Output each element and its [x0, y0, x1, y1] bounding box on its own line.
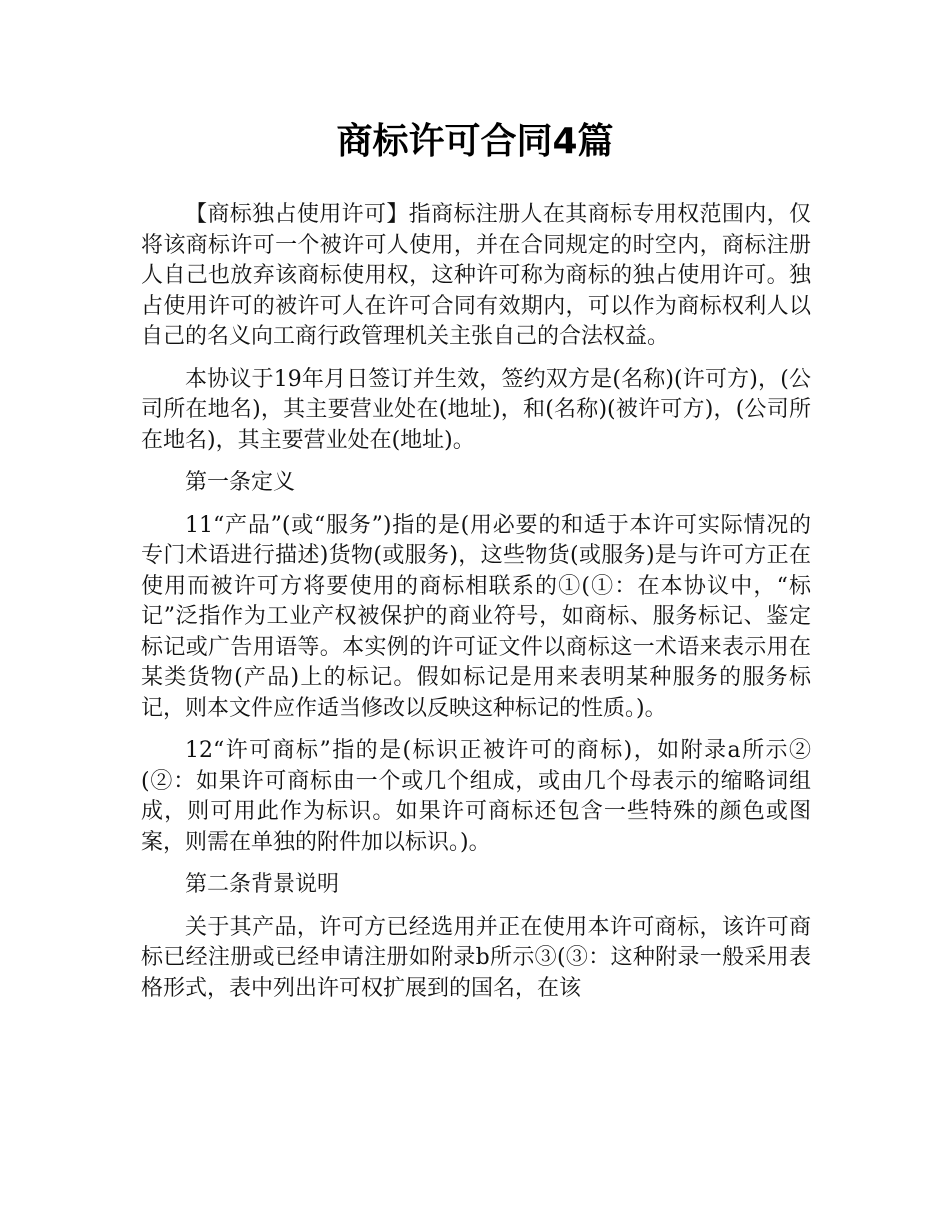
heading-article-1: 第一条定义	[185, 470, 296, 495]
paragraph-background: 关于其产品，许可方已经选用并正在使用本许可商标，该许可商标已经注册或已经申请注册如附录b所示③(③：这种附录一般采用表格形式，表中列出许可权扩展到的国名，在该	[141, 914, 811, 1001]
heading-article-2: 第二条背景说明	[185, 872, 340, 897]
paragraph-exclusive-license: 【商标独占使用许可】指商标注册人在其商标专用权范围内，仅将该商标许可一个被许可人使用，并在合同规定的时空内，商标注册人自己也放弃该商标使用权，这种许可称为商标的独占使用许可。独占使用许可的被许可人在许可合同有效期内，可以作为商标权利人以自己的名义向工商行政管理机关主张自己的合法权益。	[141, 202, 811, 349]
paragraph-definition-licensed-mark: 12“许可商标”指的是(标识正被许可的商标)，如附录a所示②(②：如果许可商标由一个或几个组成，或由几个母表示的缩略词组成，则可用此作为标识。如果许可商标还包含一些特殊的颜色或图案，则需在单独的附件加以标识。)。	[141, 738, 811, 855]
document-body	[141, 200, 811, 1016]
paragraph-agreement-parties: 本协议于19年月日签订并生效，签约双方是(名称)(许可方)，(公司所在地名)，其主要营业处在(地址)，和(名称)(被许可方)，(公司所在地名)，其主要营业处在(地址)。	[141, 366, 811, 453]
paragraph-definition-product: 11“产品”(或“服务”)指的是(用必要的和适于本许可实际情况的专门术语进行描述)货物(或服务)，这些物货(或服务)是与许可方正在使用而被许可方将要使用的商标相联系的①(①：在本协议中，“标记”泛指作为工业产权被保护的商业符号，如商标、服务标记、鉴定标记或广告用语等。本实例的许可证文件以商标这一术语来表示用在某类货物(产品)上的标记。假如标记是用来表明某种服务的服务标记，则本文件应作适当修改以反映这种标记的性质。)。	[141, 512, 811, 721]
document-title: 商标许可合同4篇	[336, 121, 614, 162]
